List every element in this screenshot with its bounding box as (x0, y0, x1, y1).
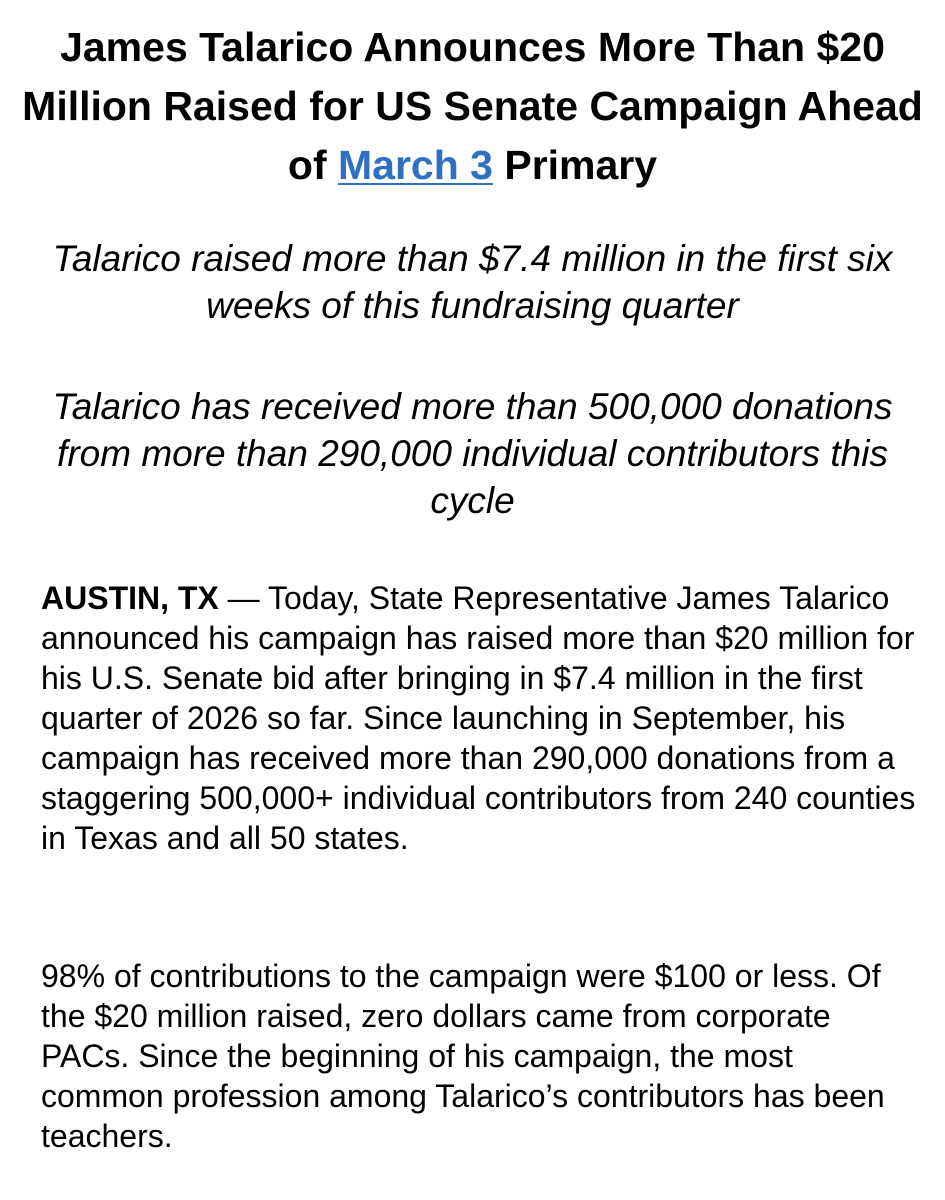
body-paragraph-1-text: — Today, State Representative James Talarico announced his campaign has raised more than $20 million for his U.S. Senate bid after bringing in $7.4 million in the first quarter of 2026 so far. Since launching in September, his campaign has received more than 290,000 donations from a staggering 500,000+ individual contributors from 240 counties in Texas and all 50 states. (41, 580, 916, 856)
subheadline-fundraising-quarter: Talarico raised more than $7.4 million in the first six weeks of this fundraising quarter (52, 238, 893, 326)
dateline: AUSTIN, TX (41, 580, 219, 616)
body-paragraph-2: 98% of contributions to the campaign were $100 or less. Of the $20 million raised, zero dollars came from corporate PACs. Since the beginning of his campaign, the most common profession among Talarico’s contributors has been teachers. (41, 958, 885, 1154)
march-3-date-link[interactable]: March 3 (338, 142, 493, 188)
headline-text-start: James Talarico Announces More Than $20 Million Raised for US Senate Campaign Ahead of (22, 24, 923, 188)
subheadline-donations: Talarico has received more than 500,000 donations from more than 290,000 individual contributors this cycle (52, 386, 893, 521)
body-paragraph-1 (41, 578, 921, 858)
headline-text-end: Primary (492, 142, 658, 188)
press-release-headline (20, 18, 925, 195)
